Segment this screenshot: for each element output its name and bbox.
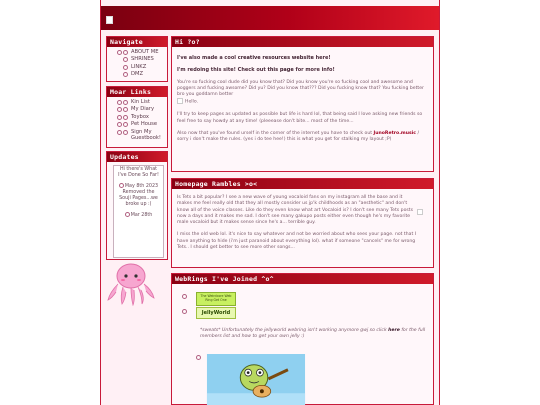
broken-image-icon [177,98,183,104]
swirl-icon [196,355,201,360]
rambles-box [171,178,434,268]
updates-title: Updates [107,152,167,162]
intro-paragraph-5: Also now that you've found urself in the corner of the internet you have to check out JunoRetro.music / sorry i don't make the rules. (yes i do tee hee!) this is what you get for stalking my layout ;P) [177,130,420,143]
swirl-icon [117,100,122,105]
swirl-icon [117,122,122,127]
update-entry: Mar 28th [116,212,161,219]
junoretro-link[interactable]: JunoRetro.music [373,130,417,136]
ramble-paragraph-2: I miss the old web lol. it's nice to say whatever and not be worried about who sees your page. not that I have anything to hide (i'm just paranoid about everything lol). what if someone "cancels" me for wrong Tets.. I should get better to see more other songs... [177,232,417,251]
link-kin-list[interactable]: Kin List [117,99,167,106]
more-links-box [106,86,168,148]
swirl-icon [117,115,122,120]
navigate-title: Navigate [107,37,167,47]
link-my-diary[interactable]: My Diary [117,106,167,113]
updates-intro: Hi there's What I've Done So Far! [118,167,159,178]
rambles-title: Homepage Rambles >o< [172,179,433,189]
creative-resources-link[interactable]: creative resources website [237,55,314,61]
swirl-icon [125,212,130,217]
swirl-icon [182,294,187,299]
swirl-icon [123,107,128,112]
swirl-icon [123,100,128,105]
swirl-icon [123,50,128,55]
intro-paragraph-4: I'll try to keep pages as updated as possible but life is hard lol, that being said I love asking new friends so feel free to say howdy at any time! (pleeease don't bite... most of the time... [177,112,423,124]
swirl-icon [123,130,128,135]
weirdcore-webring-badge[interactable]: The Weirdcore Web Ring Get One [196,292,236,306]
broken-image-icon [106,16,113,24]
link-guestbook[interactable]: Sign My Guestbook! [117,129,167,142]
swirl-icon [123,65,128,70]
redo-info-link[interactable]: this page [267,67,294,74]
updates-box [106,151,168,260]
nav-item-linkz[interactable]: LINKZ [117,64,167,71]
intro-paragraph-3: You're so fucking cool dude did you know that? Did you know you're so fucking cool and awesome and poggers and fucking awsome? Did yu? Did you know that??? Did you fucking know that? You fucking better bro you goddamn better Hello. [177,79,424,105]
nav-item-shrines[interactable]: SHRINES [117,56,167,63]
jellyworld-members-link[interactable]: here [388,328,400,333]
intro-line-1: I've also made a cool creative resources website here! [177,55,331,61]
nav-item-dmz[interactable]: DMZ [117,71,167,78]
swirl-icon [182,309,187,314]
more-links-list [107,97,167,143]
pink-octopus-image [106,262,156,306]
swirl-icon [117,130,122,135]
swirl-icon [117,107,122,112]
link-toybox[interactable]: Toybox [117,114,167,121]
ramble-paragraph-1: Is Tets a bit popular? I see a new wave of young vocaloid fans on my instagram all the base and it makes me feel really old that they all mostly consider us jp'k childhoods as an "aesthetic" and don't know all of the voice classes. Like do they even know what art Vocaloid is? I don't see many Tets posts now a days and it makes me sad. I don't see many gakupo posts either even though he's my favorite male vocaloid but it makes sense since he's a... terrible guy. [177,195,413,226]
webrings-title: WebRings I've Joined ^o^ [172,274,433,284]
update-entry: May 8th 2023 Removed the Souji Pages...we broke up :( [119,184,159,207]
intro-line-2: I'm redoing this site! Check out this page for more info! [177,67,335,74]
navigate-list [107,47,167,81]
jellyworld-webring-badge[interactable]: JellyWorld [196,307,236,319]
hi-title: Hi ?o? [172,37,433,47]
link-pet-house[interactable]: Pet House [117,121,167,128]
hi-box [171,36,434,172]
swirl-icon [123,122,128,127]
swirl-icon [123,115,128,120]
webring-note: *sweats* Unfortunately the jellyworld webring isn't working anymore gwj so click here for the full members list and how to get your own jelly :) [200,328,426,340]
site-header [101,6,439,30]
broken-image-icon [417,209,423,215]
more-links-title: Moar Links [107,87,167,97]
swirl-icon [117,50,122,55]
swirl-icon [123,72,128,77]
nav-item-about[interactable]: ABOUT ME [117,49,167,56]
frog-guitar-image[interactable] [206,354,306,405]
swirl-icon [123,57,128,62]
navigate-box [106,36,168,82]
swirl-icon [119,183,124,188]
updates-scroll[interactable] [113,165,164,258]
